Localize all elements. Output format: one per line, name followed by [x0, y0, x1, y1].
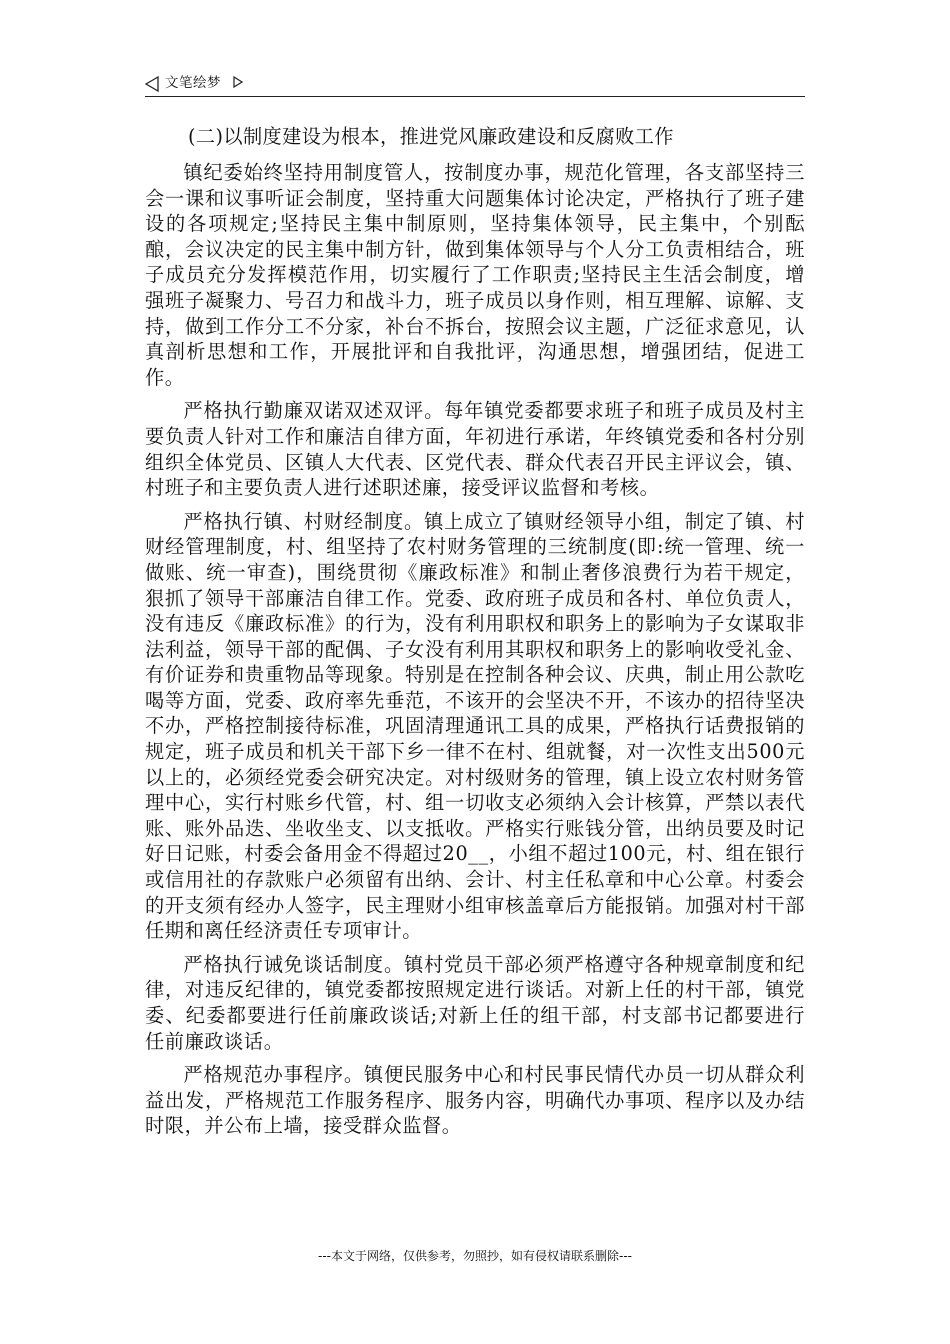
page-header [145, 72, 805, 97]
section-heading: (二)以制度建设为根本，推进党风廉政建设和反腐败工作 [188, 125, 674, 148]
document-body [145, 122, 805, 1147]
brand-name: 文笔绘梦 [165, 75, 221, 91]
triangle-left-icon [145, 76, 159, 92]
paragraph-finance-system: 严格执行镇、村财经制度。镇上成立了镇财经领导小组，制定了镇、村财经管理制度，村、组坚持了农村财务管理的三统制度(即:统一管理、统一做账、统一审查)，围绕贯彻《廉政标准》和制止奢侈浪费行为若干规定，狠抓了领导干部廉洁自律工作。党委、政府班子成员和各村、单位负责人，没有违反《廉政标准》的行为，没有利用职权和职务上的影响为子女谋取非法利益，领导干部的配偶、子女没有利用其职权和职务上的影响收受礼金、有价证券和贵重物品等现象。特别是在控制各种会议、庆典，制止用公款吃喝等方面，党委、政府率先垂范，不该开的会坚决不开，不该办的招待坚决不办，严格控制接待标准，巩固清理通讯工具的成果，严格执行话费报销的规定，班子成员和机关干部下乡一律不在村、组就餐，对一次性支出500元以上的，必须经党委会研究决定。对村级财务的管理，镇上设立农村财务管理中心，实行村账乡代管，村、组一切收支必须纳入会计核算，严禁以表代账、账外品迭、坐收坐支、以支抵收。严格实行账钱分管，出纳员要及时记好日记账，村委会备用金不得超过20__，小组不超过100元，村、组在银行或信用社的存款账户必须留有出纳、会计、村主任私章和中心公章。村委会的开支须有经办人签字，民主理财小组审核盖章后方能报销。加强对村干部任期和离任经济责任专项审计。 [145, 509, 805, 943]
paragraph-admonition-talks: 严格执行诫免谈话制度。镇村党员干部必须严格遵守各种规章制度和纪律，对违反纪律的，镇党委都按照规定进行谈话。对新上任的村干部，镇党委、纪委都要进行任前廉政谈话;对新上任的组干部，村支部书记都要进行任前廉政谈话。 [145, 952, 805, 1053]
paragraph-system-management: 镇纪委始终坚持用制度管人，按制度办事，规范化管理，各支部坚持三会一课和议事听证会制度，坚持重大问题集体讨论决定，严格执行了班子建设的各项规定;坚持民主集中制原则，坚持集体领导，民主集中，个别酝酿，会议决定的民主集中制方针，做到集体领导与个人分工负责相结合，班子成员充分发挥模范作用，切实履行了工作职责;坚持民主生活会制度，增强班子凝聚力、号召力和战斗力，班子成员以身作则，相互理解、谅解、支持，做到工作分工不分家，补台不拆台，按照会议主题，广泛征求意见，认真剖析思想和工作，开展批评和自我批评，沟通思想，增强团结，促进工作。 [145, 161, 805, 389]
paragraph-service-procedure: 严格规范办事程序。镇便民服务中心和村民事民情代办员一切从群众利益出发，严格规范工作服务程序、服务内容，明确代办事项、程序以及办结时限，并公布上墙，接受群众监督。 [145, 1063, 805, 1138]
triangle-right-icon [233, 76, 243, 88]
disclaimer-footer: ---本文于网络，仅供参考，勿照抄，如有侵权请联系删除--- [318, 1249, 632, 1263]
paragraph-integrity-commitment: 严格执行勤廉双诺双述双评。每年镇党委都要求班子和班子成员及村主要负责人针对工作和廉洁自律方面，年初进行承诺，年终镇党委和各村分别组织全体党员、区镇人大代表、区党代表、群众代表召开民主评议会，镇、村班子和主要负责人进行述职述廉，接受评议监督和考核。 [145, 399, 805, 500]
